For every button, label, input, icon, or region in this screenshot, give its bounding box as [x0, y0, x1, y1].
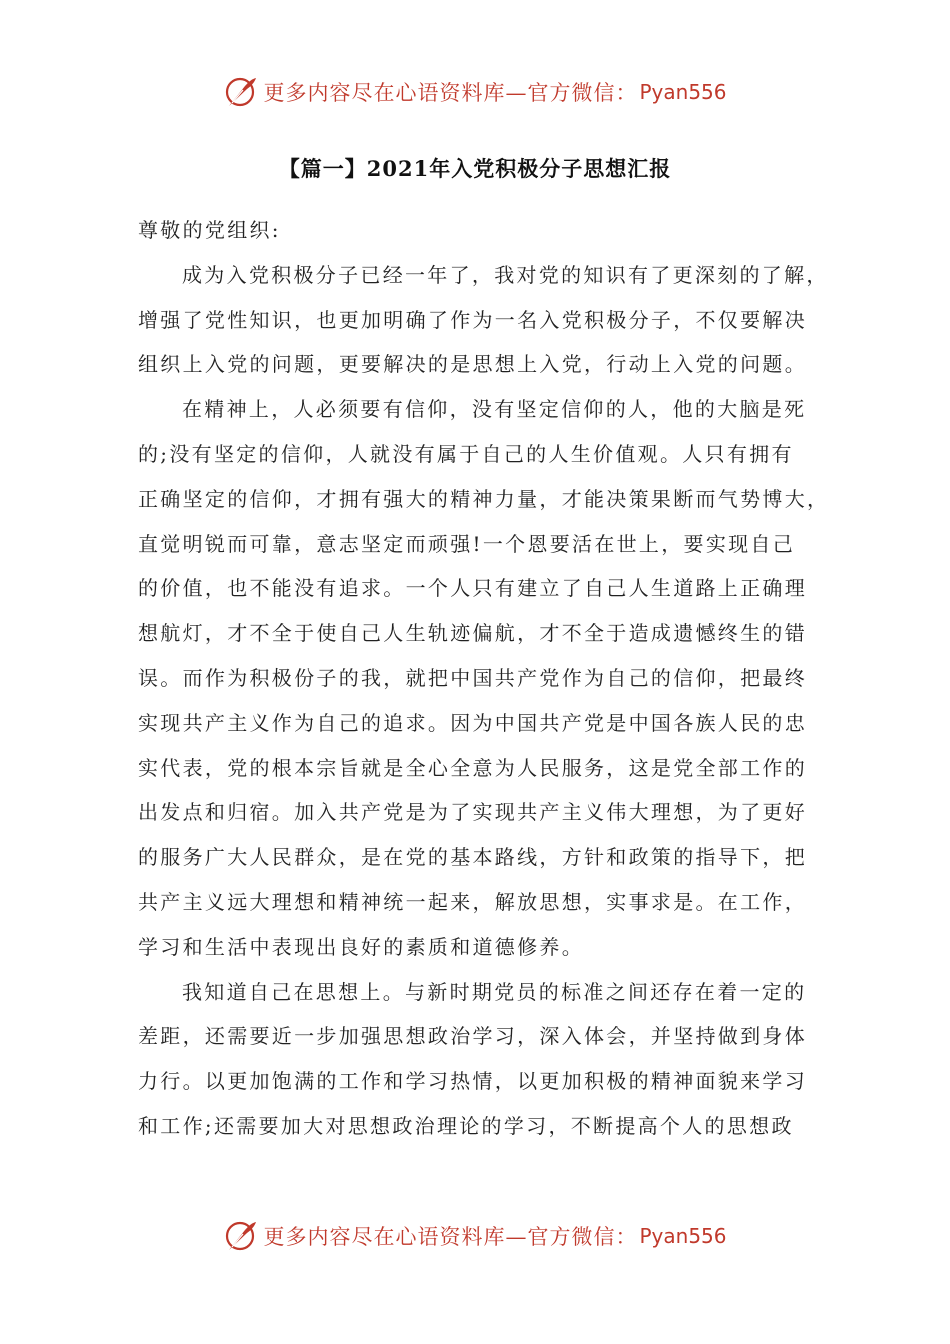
- document-line: 的价值，也不能没有追求。一个人只有建立了自己人生道路上正确理: [138, 576, 807, 601]
- document-line: 实现共产主义作为自己的追求。因为中国共产党是中国各族人民的忠: [138, 710, 807, 735]
- document-line: 和工作;还需要加大对思想政治理论的学习，不断提高个人的思想政: [138, 1113, 794, 1138]
- footer-banner: [0, 1214, 950, 1258]
- document-body: [138, 208, 828, 1149]
- document-line: 尊敬的党组织:: [138, 218, 281, 242]
- document-line: 正确坚定的信仰，才拥有强大的精神力量，才能决策果断而气势博大，: [138, 486, 830, 511]
- document-line: 我知道自己在思想上。与新时期党员的标准之间还存在着一定的: [182, 979, 807, 1004]
- quill-logo-icon: [223, 74, 259, 110]
- document-line: 学习和生活中表现出良好的素质和道德修养。: [138, 934, 584, 959]
- document-line: 误。而作为积极份子的我，就把中国共产党作为自己的信仰，把最终: [138, 665, 807, 690]
- quill-logo-icon: [223, 1218, 259, 1254]
- header-banner: [0, 70, 950, 114]
- document-line: 的服务广大人民群众，是在党的基本路线，方针和政策的指导下，把: [138, 845, 807, 870]
- header-banner-text: 更多内容尽在心语资料库—官方微信：: [263, 81, 638, 105]
- document-line: 成为入党积极分子已经一年了，我对党的知识有了更深刻的了解，: [182, 262, 829, 287]
- document-line: 实代表，党的根本宗旨就是全心全意为人民服务，这是党全部工作的: [138, 755, 807, 780]
- footer-banner-text: 更多内容尽在心语资料库—官方微信：: [263, 1225, 638, 1249]
- document-line: 想航灯，才不全于使自己人生轨迹偏航，才不全于造成遗憾终生的错: [138, 621, 807, 646]
- document-line: 出发点和归宿。加入共产党是为了实现共产主义伟大理想，为了更好: [138, 800, 807, 825]
- document-line: 差距，还需要近一步加强思想政治学习，深入体会，并坚持做到身体: [138, 1024, 807, 1049]
- document-line: 组织上入党的问题，更要解决的是思想上入党，行动上入党的问题。: [138, 352, 807, 377]
- document-title: 【篇一】2021年入党积极分子思想汇报: [278, 156, 672, 181]
- document-line: 在精神上，人必须要有信仰，没有坚定信仰的人，他的大脑是死: [182, 397, 807, 422]
- document-line: 共产主义远大理想和精神统一起来，解放思想，实事求是。在工作，: [138, 889, 807, 914]
- document-line: 力行。以更加饱满的工作和学习热情，以更加积极的精神面貌来学习: [138, 1069, 807, 1094]
- document-line: 增强了党性知识，也更加明确了作为一名入党积极分子，不仅要解决: [138, 307, 807, 332]
- document-line: 的;没有坚定的信仰，人就没有属于自己的人生价值观。人只有拥有: [138, 441, 794, 466]
- document-line: 直觉明锐而可靠，意志坚定而顽强!一个恩要活在世上，要实现自己: [138, 531, 796, 556]
- header-wechat-id: Pyan556: [639, 80, 727, 104]
- footer-wechat-id: Pyan556: [639, 1224, 727, 1248]
